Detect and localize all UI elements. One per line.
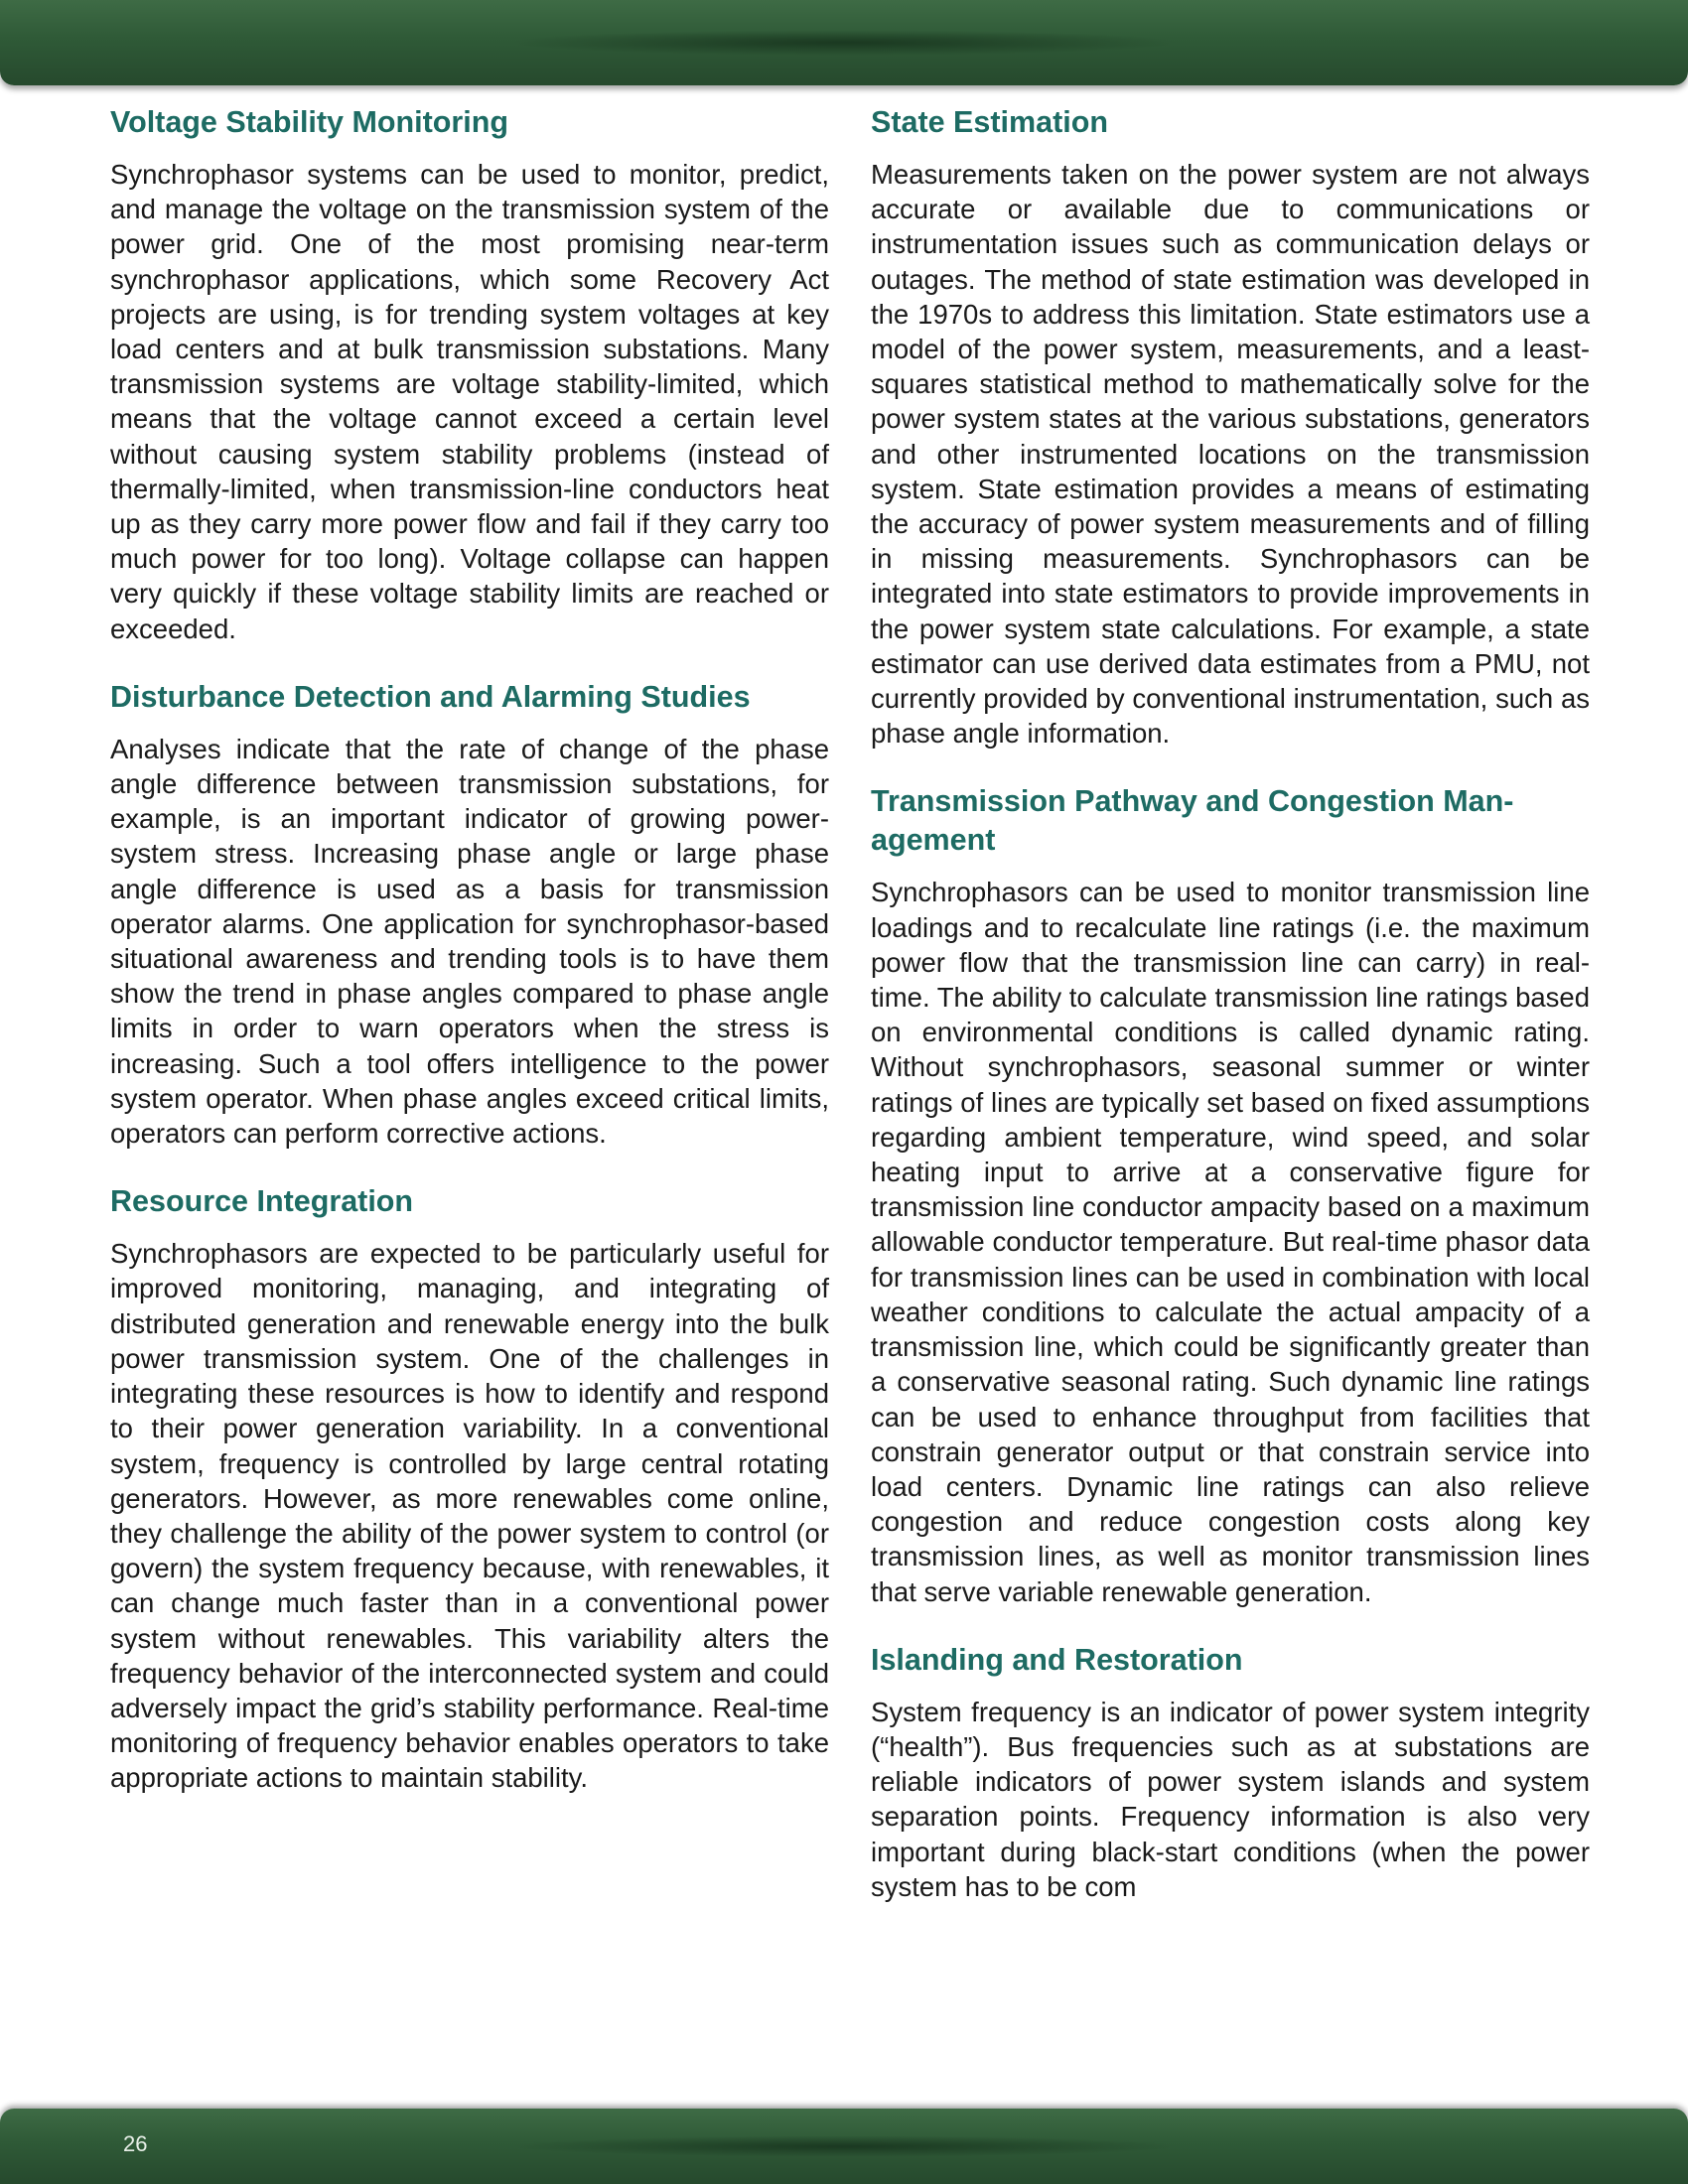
- section-body-islanding-restoration: System frequency is an indicator of power system integrity (“health”). Bus frequencies such as at substations are reliable indicators of power system islands and system separation points. Frequency information is also very important during black-start conditions (when the power system has to be com: [871, 1696, 1590, 1902]
- header-band: [0, 0, 1688, 85]
- section-heading-islanding-restoration: Islanding and Restoration: [871, 1642, 1243, 1677]
- section-heading-voltage-stability: Voltage Stability Monitoring: [110, 105, 509, 139]
- section-heading-transmission-pathway: Transmission Pathway and Congestion Management: [871, 784, 1514, 858]
- section-body-disturbance-detection: Analyses indicate that the rate of change of the phase angle difference between transmission substations, for example, is an important indicator of growing power-system stress. Increasing phase angle or large phase angle difference is used as a basis for transmission operator alarms. One application for synchrophasor-based situational awareness and trending tools is to have them show the trend in phase angles compared to phase angle limits in order to warn operators when the stress is increasing. Such a tool offers intelligence to the power system operator. When phase angles exceed critical limits, operators can perform corrective actions.: [110, 733, 829, 1150]
- section-heading-disturbance-detection: Disturbance Detection and Alarming Studies: [110, 679, 751, 714]
- section-heading-resource-integration: Resource Integration: [110, 1184, 414, 1219]
- section-body-resource-integration: Synchrophasors are expected to be particularly useful for improved monitoring, managing, and integrating of distributed generation and renewable energy into the bulk power transmission system. One of the challenges in integrating these resources is how to identify and respond to their power generation variability. In a conventional system, frequency is controlled by large central rotating generators. However, as more renewables come online, they challenge the ability of the power system to control (or govern) the system frequency because, with renewables, it can change much faster than in a conventional power system without renewables. This variability alters the frequency behavior of the interconnected system and could adversely impact the grid’s stability performance. Real-time monitoring of frequency behavior enables operators to take appropriate actions to maintain stability.: [110, 1238, 829, 1794]
- section-heading-state-estimation: State Estimation: [871, 105, 1108, 139]
- section-body-state-estimation: Measurements taken on the power system are not always accurate or available due to communications or instrumentation issues such as communication delays or outages. The method of state estimation was developed in the 1970s to address this limitation. State estimators use a model of the power system, measurements, and a least-squares statistical method to mathematically solve for the power system states at the various substations, generators and other instrumented locations on the transmission system. State estimation provides a means of estimating the accuracy of power system measurements and of filling in missing measurements. Synchrophasors can be integrated into state estimators to provide improvements in the power system state calculations. For example, a state estimator can use derived data estimates from a PMU, not currently provided by conventional instrumentation, such as phase angle information.: [871, 159, 1590, 750]
- section-body-voltage-stability: Synchrophasor systems can be used to monitor, predict, and manage the voltage on the transmission system of the power grid. One of the most promising near-term synchrophasor applications, which some Recovery Act projects are using, is for trending system voltages at key load centers and at bulk transmission substations. Many transmission systems are voltage stability-limited, which means that the voltage cannot exceed a certain level without causing system stability problems (instead of thermally-limited, when transmission-line conductors heat up as they carry more power flow and fail if they carry too much power for too long). Voltage collapse can happen very quickly if these voltage stability limits are reached or exceeded.: [110, 159, 829, 644]
- right-column: [871, 103, 1590, 1904]
- section-body-transmission-pathway: Synchrophasors can be used to monitor transmission line loadings and to recalculate line ratings (i.e. the maximum power flow that the transmission line can carry) in real-time. The ability to calculate transmission line ratings based on environmental conditions is called dynamic rating. Without synchrophasors, seasonal summer or winter ratings of lines are typically set based on fixed assumptions regarding ambient temperature, wind speed, and solar heating input to arrive at a conservative figure for transmission line conductor ampacity based on a maximum allowable conductor temperature. But real-time phasor data for transmission lines can be used in combination with local weather conditions to calculate the actual ampacity of a transmission line, which could be significantly greater than a conservative seasonal rating. Such dynamic line ratings can be used to enhance throughput from facilities that constrain generator output or that constrain service into load centers. Dynamic line ratings can also relieve congestion and reduce congestion costs along key transmission lines, as well as monitor transmission lines that serve variable renewable generation.: [871, 877, 1591, 1607]
- page-number: 26: [123, 2131, 148, 2156]
- left-column: [110, 103, 829, 1828]
- footer-band: [0, 2109, 1688, 2184]
